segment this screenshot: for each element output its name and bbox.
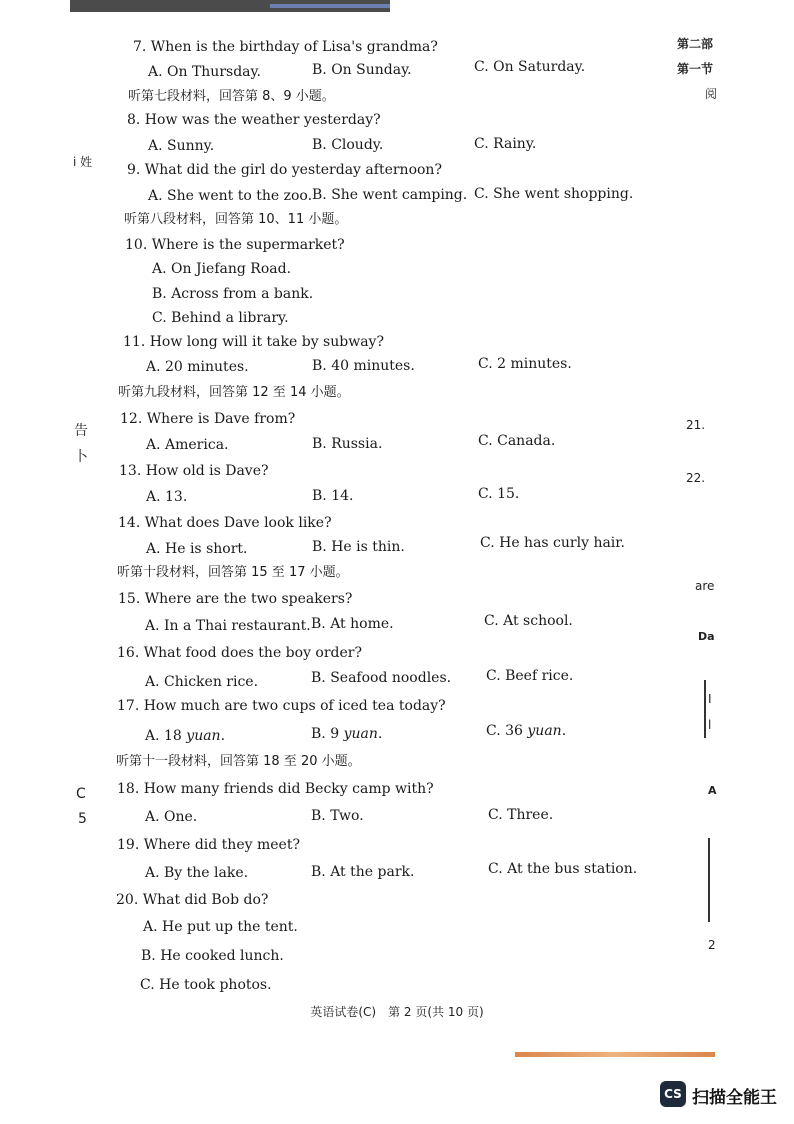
left-margin-fragment-5: 5 xyxy=(78,811,87,827)
right-edge-fragment-10: A xyxy=(708,784,717,797)
section-7-instruction: 听第七段材料，回答第 8、9 小题。 xyxy=(128,89,335,104)
q16-stem: 16. What food does the boy order? xyxy=(117,645,362,661)
q10-option-b: B. Across from a bank. xyxy=(152,286,314,302)
right-edge-fragment-8: I xyxy=(708,692,712,706)
right-edge-fragment-11: 2 xyxy=(708,938,716,952)
q17-option-b xyxy=(311,725,382,743)
right-edge-fragment-2: 第一节 xyxy=(677,62,714,76)
right-edge-fragment-9: l xyxy=(708,718,712,732)
q13-option-a: A. 13. xyxy=(146,489,188,505)
q9-stem: 9. What did the girl do yesterday afternoon? xyxy=(127,162,442,178)
q14-option-a: A. He is short. xyxy=(146,541,248,557)
q17-option-c xyxy=(486,722,566,740)
q12-option-b: B. Russia. xyxy=(312,436,383,452)
q20-option-b: B. He cooked lunch. xyxy=(141,948,284,964)
page-footer: 英语试卷(C) 第 2 页(共 10 页) xyxy=(310,1005,484,1019)
q14-option-c: C. He has curly hair. xyxy=(480,535,625,551)
q18-stem: 18. How many friends did Becky camp with? xyxy=(117,781,434,797)
q15-option-b: B. At home. xyxy=(311,616,394,632)
q20-option-a: A. He put up the tent. xyxy=(143,919,298,935)
section-10-instruction: 听第十段材料，回答第 15 至 17 小题。 xyxy=(117,565,349,580)
q8-option-b: B. Cloudy. xyxy=(312,137,384,153)
q11-option-b: B. 40 minutes. xyxy=(312,358,415,374)
q9-option-c: C. She went shopping. xyxy=(474,186,634,202)
q17-option-b-number: B. 9 xyxy=(311,726,340,742)
right-edge-fragment-5: 22. xyxy=(686,471,706,485)
camscanner-logo-icon: CS xyxy=(660,1081,686,1107)
q16-option-b: B. Seafood noodles. xyxy=(311,670,452,686)
q8-option-c: C. Rainy. xyxy=(474,136,537,152)
q8-option-a: A. Sunny. xyxy=(148,138,215,154)
q12-stem: 12. Where is Dave from? xyxy=(120,411,296,427)
q17-option-c-unit: yuan xyxy=(527,723,562,739)
q8-stem: 8. How was the weather yesterday? xyxy=(127,112,381,128)
right-edge-fragment-1: 第二部 xyxy=(677,37,714,51)
q12-option-c: C. Canada. xyxy=(478,433,556,449)
q15-stem: 15. Where are the two speakers? xyxy=(118,591,353,607)
q11-option-a: A. 20 minutes. xyxy=(146,359,249,375)
q17-option-a-number: A. 18 xyxy=(145,728,182,744)
q14-stem: 14. What does Dave look like? xyxy=(118,515,332,531)
q9-option-a: A. She went to the zoo. xyxy=(148,188,313,204)
q19-option-c: C. At the bus station. xyxy=(488,861,638,877)
right-edge-fragment-3: 阅 xyxy=(705,87,718,101)
q13-option-c: C. 15. xyxy=(478,486,520,502)
right-edge-fragment-4: 21. xyxy=(686,418,706,432)
q17-option-c-number: C. 36 xyxy=(486,723,523,739)
section-8-instruction: 听第八段材料，回答第 10、11 小题。 xyxy=(124,212,348,227)
q20-stem: 20. What did Bob do? xyxy=(116,892,269,908)
q19-stem: 19. Where did they meet? xyxy=(117,837,300,853)
q11-stem: 11. How long will it take by subway? xyxy=(123,334,384,350)
left-margin-fragment-1: i 姓 xyxy=(73,155,93,169)
left-margin-fragment-4: C xyxy=(76,786,86,802)
q13-option-b: B. 14. xyxy=(312,488,354,504)
q15-option-a: A. In a Thai restaurant. xyxy=(145,618,311,634)
q17-option-a xyxy=(145,727,225,745)
q17-option-a-unit: yuan xyxy=(186,728,221,744)
q20-option-c: C. He took photos. xyxy=(140,977,272,993)
left-margin-fragment-3: 卜 xyxy=(74,449,88,465)
q17-stem: 17. How much are two cups of iced tea today? xyxy=(117,698,446,714)
section-9-instruction: 听第九段材料，回答第 12 至 14 小题。 xyxy=(118,385,350,400)
q18-option-b: B. Two. xyxy=(311,808,364,824)
q11-option-c: C. 2 minutes. xyxy=(478,356,572,372)
left-margin-fragment-2: 告 xyxy=(74,423,88,439)
q16-option-a: A. Chicken rice. xyxy=(145,674,259,690)
q17-option-a-period: . xyxy=(220,728,226,744)
q7-option-a: A. On Thursday. xyxy=(148,64,262,80)
q18-option-a: A. One. xyxy=(145,809,198,825)
right-edge-bracket-1 xyxy=(704,680,706,738)
q18-option-c: C. Three. xyxy=(488,807,554,823)
section-11-instruction: 听第十一段材料，回答第 18 至 20 小题。 xyxy=(116,754,361,769)
right-edge-fragment-6: are xyxy=(695,579,715,593)
q17-option-b-unit: yuan xyxy=(343,726,378,742)
q12-option-a: A. America. xyxy=(146,437,229,453)
camscanner-brand-name: 扫描全能王 xyxy=(692,1088,777,1108)
right-edge-fragment-7: Da xyxy=(698,630,715,643)
q13-stem: 13. How old is Dave? xyxy=(119,463,269,479)
q15-option-c: C. At school. xyxy=(484,613,573,629)
q9-option-b: B. She went camping. xyxy=(312,187,468,203)
q10-option-c: C. Behind a library. xyxy=(152,310,289,326)
q17-option-b-period: . xyxy=(377,726,383,742)
q10-option-a: A. On Jiefang Road. xyxy=(152,261,292,277)
q7-option-c: C. On Saturday. xyxy=(474,59,586,75)
scan-bottom-edge xyxy=(515,1052,715,1057)
scan-top-edge-accent xyxy=(270,4,390,8)
q16-option-c: C. Beef rice. xyxy=(486,668,574,684)
q19-option-a: A. By the lake. xyxy=(145,865,249,881)
right-edge-bracket-2 xyxy=(708,838,710,922)
q7-stem: 7. When is the birthday of Lisa's grandma? xyxy=(133,39,438,55)
q14-option-b: B. He is thin. xyxy=(312,539,405,555)
q7-option-b: B. On Sunday. xyxy=(312,62,412,78)
q19-option-b: B. At the park. xyxy=(311,864,415,880)
q10-stem: 10. Where is the supermarket? xyxy=(125,237,345,253)
q17-option-c-period: . xyxy=(561,723,567,739)
